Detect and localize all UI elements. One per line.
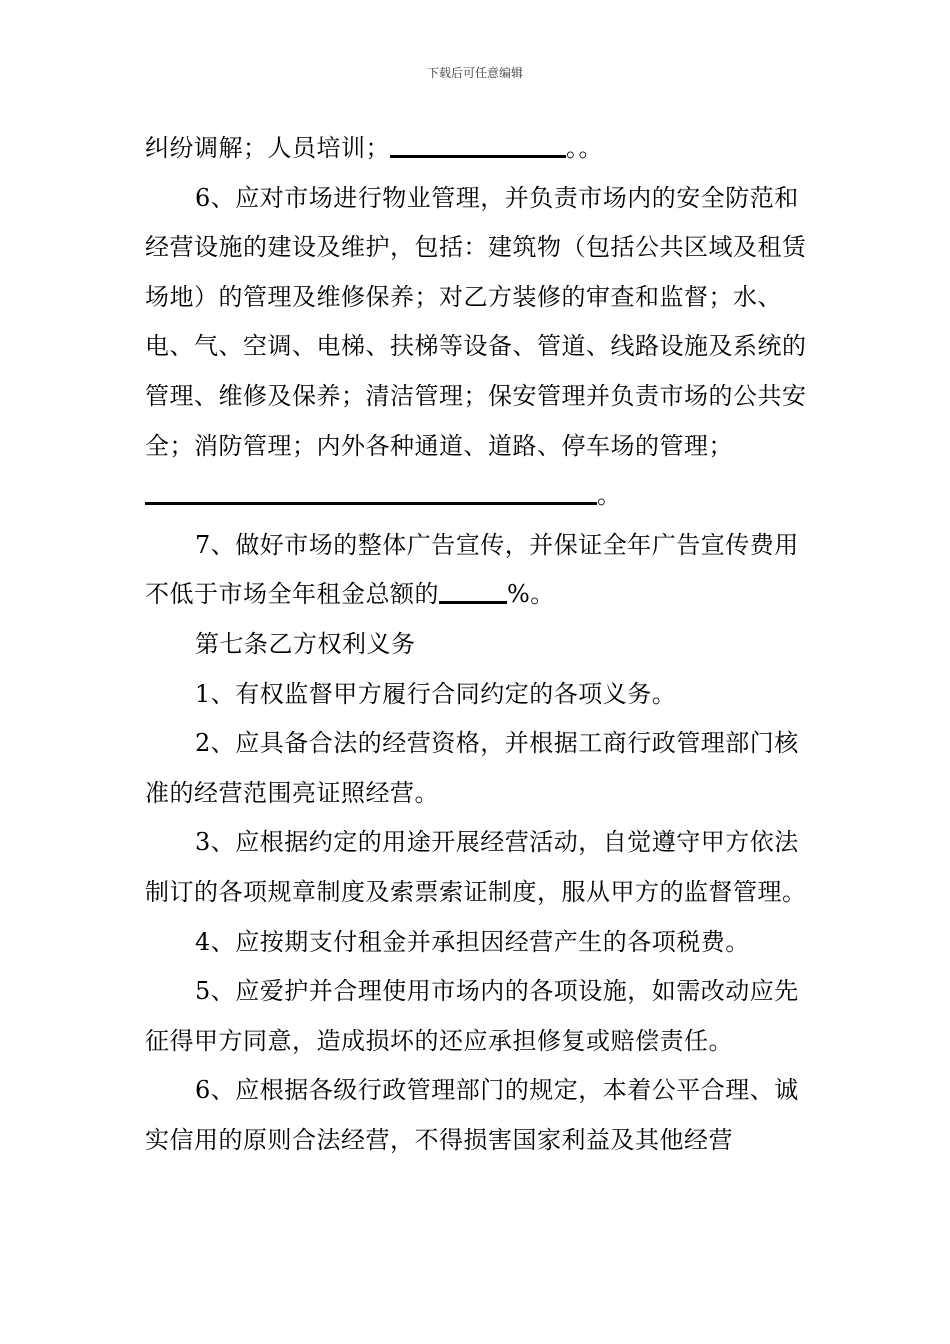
paragraph-item-1: 1、有权监督甲方履行合同约定的各项义务。 xyxy=(195,679,677,708)
paragraph-item-6: 6、应根据各级行政管理部门的规定，本着公平合理、诚实信用的原则合法经营，不得损害国家利益及其他经营 xyxy=(145,1076,799,1154)
paragraph-text: %。 xyxy=(507,580,555,609)
paragraph-item-5: 5、应爱护并合理使用市场内的各项设施，如需改动应先征得甲方同意，造成损坏的还应承担修复或赔偿责任。 xyxy=(145,977,799,1055)
paragraph-advertising xyxy=(145,521,810,620)
paragraph-item-4: 4、应按期支付租金并承担因经营产生的各项税费。 xyxy=(195,927,750,956)
paragraph-property-management xyxy=(145,174,810,521)
document-body xyxy=(145,124,810,1165)
fill-blank xyxy=(439,579,507,604)
paragraph-text: 7、做好市场的整体广告宣传，并保证全年广告宣传费用不低于市场全年租金总额的 xyxy=(145,530,799,609)
paragraph-training xyxy=(145,124,810,174)
paragraph-text: 纠纷调解；人员培训； xyxy=(145,134,390,162)
paragraph-text: 6、应对市场进行物业管理，并负责市场内的安全防范和经营设施的建设及维护，包括：建筑物（包括公共区域及租赁场地）的管理及维修保养；对乙方装修的审查和监督；水、电、气、空调、电梯、扶梯等设备、管道、线路设施及系统的管理、维修及保养；清洁管理；保安管理并负责市场的公共安全；消防管理；内外各种通道、道路、停车场的管理； xyxy=(145,183,807,460)
page-header: 下载后可任意编辑 xyxy=(426,66,523,80)
paragraph-text: 。 xyxy=(597,481,622,510)
paragraph-item-2: 2、应具备合法的经营资格，并根据工商行政管理部门核准的经营范围亮证照经营。 xyxy=(145,729,799,807)
fill-blank xyxy=(390,133,566,158)
paragraph-text: 。。 xyxy=(566,134,603,162)
fill-blank xyxy=(145,480,597,505)
paragraph-item-3: 3、应根据约定的用途开展经营活动，自觉遵守甲方依法制订的各项规章制度及索票索证制度，服从甲方的监督管理。 xyxy=(145,828,807,906)
article-heading: 第七条乙方权利义务 xyxy=(195,629,416,658)
